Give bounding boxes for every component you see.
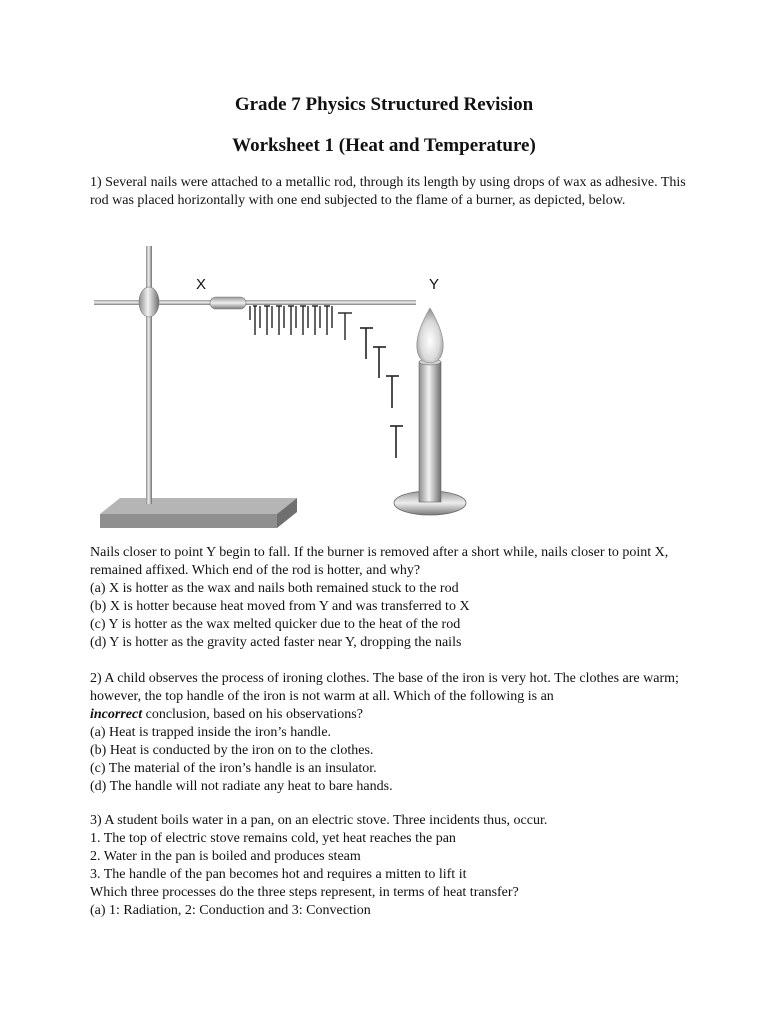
nail — [312, 306, 318, 335]
falling-nail — [386, 376, 399, 408]
question-1-followup-text: Nails closer to point Y begin to fall. If the burner is removed after a short while, nails closer to point X, remained affixed. Which end of the rod is hotter, and why? — [90, 545, 669, 578]
page-title: Grade 7 Physics Structured Revision — [234, 94, 534, 115]
burner-tube — [419, 362, 441, 502]
clamp-boss — [139, 287, 159, 317]
falling-nail — [360, 328, 373, 359]
question-3-step-3: 3. The handle of the pan becomes hot and requires a mitten to lift it — [90, 867, 467, 882]
option-1b[interactable]: (b) X is hotter because heat moved from Y and was transferred to X — [90, 599, 470, 614]
label-y: Y — [429, 276, 440, 293]
nail — [264, 306, 270, 335]
option-2a[interactable]: (a) Heat is trapped inside the iron’s handle. — [90, 725, 332, 740]
rod-burner-figure — [90, 240, 480, 535]
question-3-question: Which three processes do the three steps represent, in terms of heat transfer? — [90, 885, 519, 900]
question-3 — [90, 812, 690, 920]
option-1c[interactable]: (c) Y is hotter as the wax melted quicker due to the heat of the rod — [90, 617, 461, 632]
option-2d[interactable]: (d) The handle will not radiate any heat to bare hands. — [90, 779, 393, 794]
falling-nail — [373, 347, 386, 378]
question-2-stem-before: 2) A child observes the process of ironing clothes. The base of the iron is very hot. The clothes are warm; however, the top handle of the iron is not warm at all. Which of the following is an — [90, 671, 679, 704]
question-3-step-1: 1. The top of electric stove remains cold, yet heat reaches the pan — [90, 831, 456, 846]
attached-nails — [250, 306, 352, 340]
option-1d[interactable]: (d) Y is hotter as the gravity acted faster near Y, dropping the nails — [90, 635, 462, 650]
nail — [338, 313, 352, 340]
question-3-stem: 3) A student boils water in a pan, on an electric stove. Three incidents thus, occur. — [90, 813, 548, 828]
question-1-stem — [90, 174, 690, 210]
nail — [324, 306, 330, 335]
question-2-stem — [90, 670, 690, 724]
rod-clamp — [210, 297, 246, 309]
question-2 — [90, 670, 690, 796]
nail — [276, 306, 282, 335]
falling-nail — [390, 426, 403, 458]
burner-flame — [417, 308, 443, 363]
nail — [253, 306, 257, 335]
label-x: X — [196, 276, 207, 293]
question-1-followup — [90, 544, 690, 652]
option-1a[interactable]: (a) X is hotter as the wax and nails both remained stuck to the rod — [90, 581, 459, 596]
question-2-stem-after: conclusion, based on his observations? — [142, 707, 363, 722]
falling-nails — [360, 328, 403, 458]
option-2c[interactable]: (c) The material of the iron’s handle is an insulator. — [90, 761, 377, 776]
question-1-text: 1) Several nails were attached to a metallic rod, through its length by using drops of wax as adhesive. This rod was placed horizontally with one end subjected to the flame of a burner, as depicted, below. — [90, 175, 686, 208]
option-2b[interactable]: (b) Heat is conducted by the iron on to the clothes. — [90, 743, 374, 758]
stand-pole — [146, 246, 152, 504]
option-3a[interactable]: (a) 1: Radiation, 2: Conduction and 3: Convection — [90, 903, 371, 918]
bunsen-burner — [394, 308, 466, 515]
question-3-step-2: 2. Water in the pan is boiled and produces steam — [90, 849, 361, 864]
page-subtitle: Worksheet 1 (Heat and Temperature) — [232, 135, 536, 156]
stand-base — [100, 498, 297, 528]
nail — [300, 306, 306, 335]
question-2-keyword: incorrect — [90, 707, 143, 722]
nail — [288, 306, 294, 335]
